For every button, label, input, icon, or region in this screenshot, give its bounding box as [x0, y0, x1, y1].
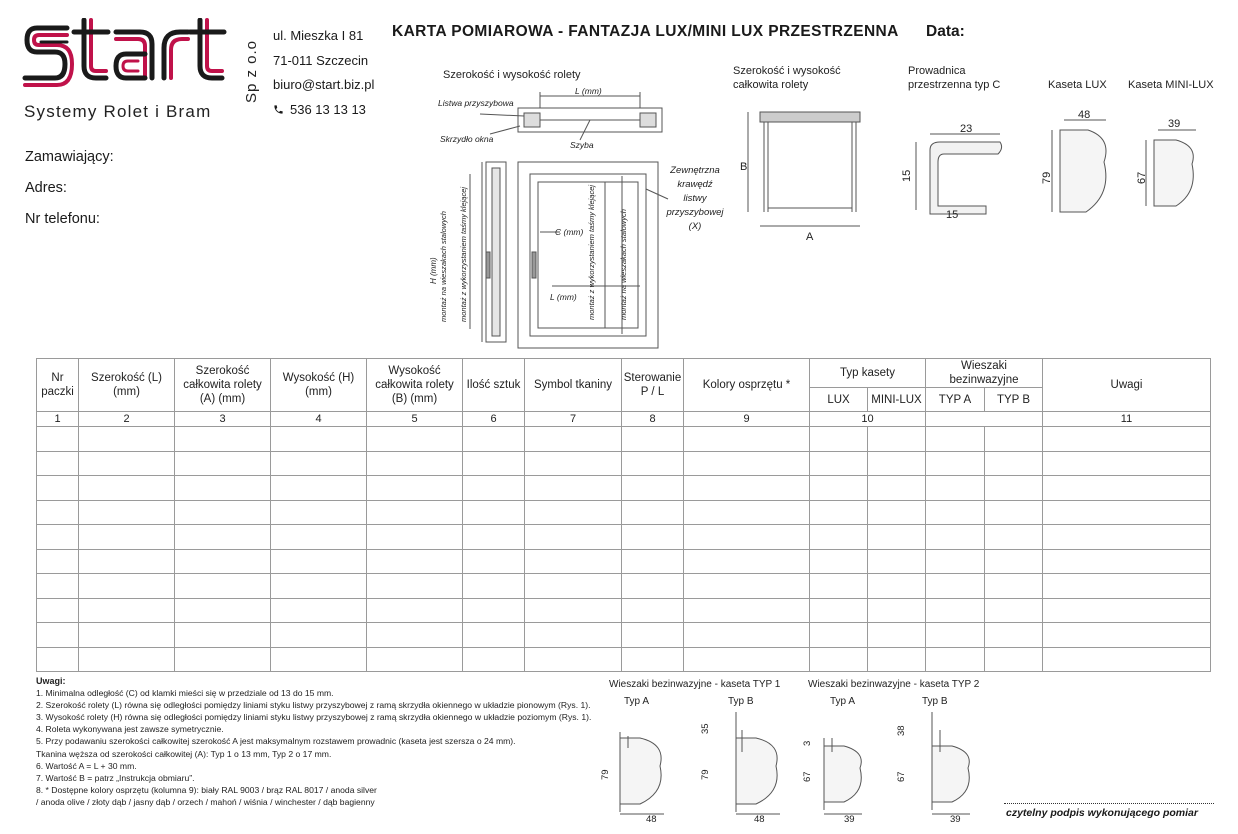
- table-cell[interactable]: [810, 451, 868, 476]
- table-cell[interactable]: [868, 623, 926, 648]
- table-cell[interactable]: [463, 451, 525, 476]
- guide-profile-diagram: [900, 120, 1010, 220]
- hanger-t1-typ-b: Typ B: [728, 696, 754, 707]
- col-header-control: Sterowanie P / L: [622, 359, 684, 412]
- table-cell[interactable]: [463, 476, 525, 501]
- notes-section: [36, 675, 591, 808]
- table-cell[interactable]: [985, 647, 1043, 672]
- table-cell[interactable]: [525, 476, 622, 501]
- table-cell[interactable]: [868, 549, 926, 574]
- table-cell[interactable]: [926, 427, 985, 452]
- t1a-width: 48: [646, 814, 657, 825]
- table-cell[interactable]: [271, 476, 367, 501]
- table-cell[interactable]: [1043, 500, 1211, 525]
- col-header-width: Szerokość (L) (mm): [79, 359, 175, 412]
- table-cell[interactable]: [926, 598, 985, 623]
- table-cell[interactable]: [985, 574, 1043, 599]
- table-row: [37, 647, 1211, 672]
- sub-header-typ-a: TYP A: [926, 388, 985, 412]
- diagram-total-caption: Szerokość i wysokość całkowita rolety: [733, 65, 841, 91]
- guide-dim-side: 15: [901, 169, 913, 182]
- table-cell[interactable]: [525, 427, 622, 452]
- table-cell[interactable]: [271, 598, 367, 623]
- table-cell[interactable]: [79, 476, 175, 501]
- table-row: [37, 451, 1211, 476]
- table-cell[interactable]: [37, 451, 79, 476]
- table-cell[interactable]: [37, 623, 79, 648]
- table-cell[interactable]: [37, 574, 79, 599]
- table-cell[interactable]: [1043, 647, 1211, 672]
- table-cell[interactable]: [367, 500, 463, 525]
- table-cell[interactable]: [79, 623, 175, 648]
- table-cell[interactable]: [622, 427, 684, 452]
- table-cell[interactable]: [926, 623, 985, 648]
- t1b-height: 79: [700, 769, 711, 780]
- col-number: 11: [1043, 412, 1211, 427]
- table-cell[interactable]: [367, 647, 463, 672]
- table-cell[interactable]: [463, 549, 525, 574]
- label-listwa: [438, 98, 514, 108]
- col-header-height: Wysokość (H) (mm): [271, 359, 367, 412]
- col-header-total-height: Wysokość całkowita rolety (B) (mm): [367, 359, 463, 412]
- table-cell[interactable]: [810, 476, 868, 501]
- table-cell[interactable]: [810, 598, 868, 623]
- table-cell[interactable]: [622, 525, 684, 550]
- minilux-width: 39: [1168, 118, 1181, 130]
- t1b-gap: 35: [700, 723, 711, 734]
- table-cell[interactable]: [79, 500, 175, 525]
- table-cell[interactable]: [868, 451, 926, 476]
- note-line: 3. Wysokość rolety (H) równa się odległości pomiędzy liniami styku listwy przyszybowej z ramą skrzydła okiennego w układzie poziomym (Rys. 1).: [36, 712, 592, 723]
- roller-total-diagram: [738, 108, 868, 243]
- table-cell[interactable]: [367, 549, 463, 574]
- col-header-hangers: Wieszaki bezinwazyjne: [926, 359, 1043, 388]
- window-section-diagram: [429, 84, 680, 354]
- table-cell[interactable]: [868, 500, 926, 525]
- table-cell[interactable]: [1043, 451, 1211, 476]
- table-cell[interactable]: [985, 500, 1043, 525]
- table-cell[interactable]: [810, 525, 868, 550]
- table-cell[interactable]: [79, 427, 175, 452]
- table-cell[interactable]: [79, 574, 175, 599]
- hanger-t2-typ-b: Typ B: [922, 696, 948, 707]
- t1b-width: 48: [754, 814, 765, 825]
- table-row: [37, 623, 1211, 648]
- table-cell[interactable]: [1043, 525, 1211, 550]
- document-title: KARTA POMIAROWA - FANTAZJA LUX/MINI LUX PRZESTRZENNA: [392, 23, 899, 40]
- col-header-cassette-type: Typ kasety: [810, 359, 926, 388]
- guide-dim-bottom: 15: [946, 209, 959, 221]
- table-cell[interactable]: [463, 427, 525, 452]
- table-cell[interactable]: [684, 623, 810, 648]
- lux-height: 79: [1041, 171, 1053, 184]
- col-number: 5: [367, 412, 463, 427]
- table-cell[interactable]: [684, 525, 810, 550]
- table-row: [37, 427, 1211, 452]
- minilux-height: 67: [1136, 171, 1148, 184]
- table-cell[interactable]: [1043, 549, 1211, 574]
- table-cell[interactable]: [926, 476, 985, 501]
- table-cell[interactable]: [175, 451, 271, 476]
- table-cell[interactable]: [985, 427, 1043, 452]
- hangers-type2-caption: Wieszaki bezinwazyjne - kaseta TYP 2: [808, 679, 980, 690]
- col-header-notes: Uwagi: [1043, 359, 1211, 412]
- table-cell[interactable]: [985, 451, 1043, 476]
- table-cell[interactable]: [367, 451, 463, 476]
- table-cell[interactable]: [684, 647, 810, 672]
- diagram-guide-caption: Prowadnica przestrzenna typ C: [908, 65, 1001, 91]
- col-header-quantity: Ilość sztuk: [463, 359, 525, 412]
- date-label: Data:: [926, 23, 965, 40]
- phone-icon: [273, 104, 284, 115]
- sub-header-lux: LUX: [810, 388, 868, 412]
- table-row: [37, 574, 1211, 599]
- table-cell[interactable]: [684, 451, 810, 476]
- table-cell[interactable]: [175, 598, 271, 623]
- sub-header-minilux: MINI-LUX: [868, 388, 926, 412]
- table-cell[interactable]: [985, 598, 1043, 623]
- minilux-cassette-diagram: [1136, 116, 1216, 216]
- col-header-nr: Nr paczki: [37, 359, 79, 412]
- col-number: 8: [622, 412, 684, 427]
- table-cell[interactable]: [868, 427, 926, 452]
- table-cell[interactable]: [810, 427, 868, 452]
- table-cell[interactable]: [79, 598, 175, 623]
- table-cell[interactable]: [525, 525, 622, 550]
- table-cell[interactable]: [367, 427, 463, 452]
- col-header-total-width: Szerokość całkowita rolety (A) (mm): [175, 359, 271, 412]
- table-cell[interactable]: [684, 500, 810, 525]
- table-cell[interactable]: [810, 623, 868, 648]
- t2a-height: 67: [802, 771, 813, 782]
- note-line: Tkanina węższa od szerokości całkowitej (A): Typ 1 o 13 mm, Typ 2 o 17 mm.: [36, 748, 332, 759]
- col-number: 3: [175, 412, 271, 427]
- table-cell[interactable]: [525, 647, 622, 672]
- table-cell[interactable]: [622, 647, 684, 672]
- t2b-height: 67: [896, 771, 907, 782]
- table-cell[interactable]: [1043, 427, 1211, 452]
- table-cell[interactable]: [175, 500, 271, 525]
- client-fields: [25, 142, 114, 235]
- hanger-t1-typ-a: Typ A: [624, 696, 650, 707]
- col-number: 7: [525, 412, 622, 427]
- phone-row: [273, 98, 374, 123]
- guide-dim-top: 23: [960, 123, 973, 135]
- table-cell[interactable]: [810, 549, 868, 574]
- col-number: 6: [463, 412, 525, 427]
- note-line: 4. Roleta wykonywana jest zawsze symetrycznie.: [36, 724, 224, 735]
- lux-width: 48: [1078, 109, 1091, 121]
- table-cell[interactable]: [271, 500, 367, 525]
- table-cell[interactable]: [868, 598, 926, 623]
- table-cell[interactable]: [926, 574, 985, 599]
- table-cell[interactable]: [37, 500, 79, 525]
- table-cell[interactable]: [271, 549, 367, 574]
- note-line: 6. Wartość A = L + 30 mm.: [36, 760, 137, 771]
- label-L-top: L (mm): [575, 86, 602, 96]
- col-number: 9: [684, 412, 810, 427]
- measurement-table: [36, 358, 1211, 672]
- signature-label: czytelny podpis wykonującego pomiar: [1006, 807, 1198, 819]
- note-line: 7. Wartość B = patrz „Instrukcja obmiaru”.: [36, 772, 195, 783]
- t2a-width: 39: [844, 814, 855, 825]
- table-cell[interactable]: [367, 525, 463, 550]
- note-line: 5. Przy podawaniu szerokości całkowitej szerokość A jest maksymalnym rozstawem prowadnic (kaseta jest szersza o 24 mm).: [36, 736, 516, 747]
- table-cell[interactable]: [175, 476, 271, 501]
- table-cell[interactable]: [175, 549, 271, 574]
- company-logo: [22, 18, 260, 128]
- table-cell[interactable]: [810, 574, 868, 599]
- logo-legal-form: Sp z o.o: [243, 40, 260, 104]
- label-szyba: Szyba: [570, 140, 594, 150]
- table-cell[interactable]: [926, 451, 985, 476]
- table-cell[interactable]: [1043, 476, 1211, 501]
- lux-caption: Kaseta LUX: [1048, 79, 1107, 91]
- note-line: / anoda olive / złoty dąb / jasny dąb / orzech / mahoń / wiśnia / winchester / dąb bagienny: [36, 796, 375, 807]
- table-cell[interactable]: [868, 525, 926, 550]
- table-cell[interactable]: [622, 451, 684, 476]
- t1a-height: 79: [600, 769, 611, 780]
- table-cell[interactable]: [175, 623, 271, 648]
- table-cell[interactable]: [684, 476, 810, 501]
- phone-number: 536 13 13 13: [290, 101, 366, 117]
- label-skrzydlo: Skrzydło okna: [440, 134, 494, 144]
- company-contact: [273, 24, 374, 122]
- hangers-diagram: [596, 712, 1006, 828]
- table-cell[interactable]: [985, 549, 1043, 574]
- hanger-t2-typ-a: Typ A: [830, 696, 856, 707]
- lux-cassette-diagram: [1040, 109, 1120, 216]
- table-cell[interactable]: [525, 549, 622, 574]
- table-cell[interactable]: [810, 500, 868, 525]
- table-cell[interactable]: [37, 427, 79, 452]
- table-cell[interactable]: [868, 647, 926, 672]
- table-cell[interactable]: [37, 549, 79, 574]
- table-cell[interactable]: [926, 647, 985, 672]
- note-line: 1. Minimalna odległość (C) od klamki mieści się w przedziale od 13 do 15 mm.: [36, 688, 334, 699]
- label-h-tape-right: montaż z wykorzystaniem taśmy klejącej: [587, 184, 596, 320]
- table-cell[interactable]: [175, 647, 271, 672]
- table-cell[interactable]: [622, 598, 684, 623]
- table-cell[interactable]: [463, 598, 525, 623]
- notes-title: Uwagi:: [36, 676, 66, 686]
- col-number: [926, 412, 1043, 427]
- table-cell[interactable]: [367, 574, 463, 599]
- table-cell[interactable]: [463, 623, 525, 648]
- label-B: B: [740, 161, 748, 173]
- table-cell[interactable]: [868, 574, 926, 599]
- table-cell[interactable]: [271, 525, 367, 550]
- table-cell[interactable]: [367, 476, 463, 501]
- label-A: A: [806, 231, 814, 243]
- table-cell[interactable]: [37, 476, 79, 501]
- email: biuro@start.biz.pl: [273, 77, 375, 92]
- table-cell[interactable]: [367, 623, 463, 648]
- table-cell[interactable]: [525, 574, 622, 599]
- table-cell[interactable]: [622, 500, 684, 525]
- table-cell[interactable]: [463, 647, 525, 672]
- client-phone-label: Nr telefonu:: [25, 211, 100, 227]
- table-cell[interactable]: [79, 525, 175, 550]
- table-cell[interactable]: [367, 598, 463, 623]
- table-row: [37, 549, 1211, 574]
- table-cell[interactable]: [271, 623, 367, 648]
- label-h-steel-left: montaż na wieszakach stalowych: [439, 211, 448, 322]
- table-cell[interactable]: [525, 623, 622, 648]
- label-H-left: H (mm): [429, 257, 438, 284]
- col-number: 1: [37, 412, 79, 427]
- table-cell[interactable]: [684, 574, 810, 599]
- table-cell[interactable]: [79, 451, 175, 476]
- note-line: 8. * Dostępne kolory osprzętu (kolumna 9): biały RAL 9003 / brąz RAL 8017 / anoda silver: [36, 784, 377, 795]
- note-line: 2. Szerokość rolety (L) równa się odległości pomiędzy liniami styku listwy przyszybowej z ramą skrzydła okiennego w układzie pionowym (Rys. 1).: [36, 700, 591, 711]
- table-cell[interactable]: [271, 427, 367, 452]
- col-number: 2: [79, 412, 175, 427]
- table-row: [37, 500, 1211, 525]
- address-line2: 71-011 Szczecin: [273, 52, 369, 68]
- col-number: 4: [271, 412, 367, 427]
- table-cell[interactable]: [37, 647, 79, 672]
- column-number-row: [37, 412, 1211, 427]
- table-cell[interactable]: [810, 647, 868, 672]
- table-cell[interactable]: [37, 525, 79, 550]
- table-cell[interactable]: [271, 574, 367, 599]
- sub-header-typ-b: TYP B: [985, 388, 1043, 412]
- table-cell[interactable]: [1043, 574, 1211, 599]
- table-row: [37, 525, 1211, 550]
- t2b-width: 39: [950, 814, 961, 825]
- address-line1: ul. Mieszka I 81: [273, 28, 364, 43]
- table-cell[interactable]: [175, 427, 271, 452]
- table-cell[interactable]: [985, 623, 1043, 648]
- table-cell[interactable]: [37, 598, 79, 623]
- data-rows: [37, 427, 1211, 672]
- diagram-width-height-caption: Szerokość i wysokość rolety: [443, 69, 581, 81]
- table-cell[interactable]: [985, 525, 1043, 550]
- table-cell[interactable]: [525, 598, 622, 623]
- label-C: C (mm): [555, 227, 584, 237]
- table-cell[interactable]: [622, 623, 684, 648]
- table-cell[interactable]: [1043, 623, 1211, 648]
- table-cell[interactable]: [79, 549, 175, 574]
- logo-tagline: Systemy Rolet i Bram: [24, 102, 212, 121]
- table-cell[interactable]: [985, 476, 1043, 501]
- table-cell[interactable]: [622, 574, 684, 599]
- table-cell[interactable]: [463, 500, 525, 525]
- table-cell[interactable]: [271, 647, 367, 672]
- orderer-label: Zamawiający:: [25, 149, 114, 165]
- table-cell[interactable]: [622, 549, 684, 574]
- table-cell[interactable]: [525, 500, 622, 525]
- client-address-label: Adres:: [25, 180, 67, 196]
- table-cell[interactable]: [622, 476, 684, 501]
- label-h-tape-left: montaż z wykorzystaniem taśmy klejącej: [459, 186, 468, 322]
- table-cell[interactable]: [684, 598, 810, 623]
- table-row: [37, 476, 1211, 501]
- table-cell[interactable]: [926, 549, 985, 574]
- signature-line: [1004, 803, 1214, 804]
- table-cell[interactable]: [684, 549, 810, 574]
- table-cell[interactable]: [525, 451, 622, 476]
- listwa-text: Listwa przyszybowa: [438, 98, 514, 108]
- col-number: 10: [810, 412, 926, 427]
- table-row: [37, 598, 1211, 623]
- table-cell[interactable]: [1043, 598, 1211, 623]
- table-cell[interactable]: [271, 451, 367, 476]
- col-header-colors: Kolory osprzętu *: [684, 359, 810, 412]
- table-cell[interactable]: [684, 427, 810, 452]
- start-logo-mark: [22, 18, 237, 98]
- t2a-gap: 3: [802, 740, 813, 746]
- hangers-type1-caption: Wieszaki bezinwazyjne - kaseta TYP 1: [609, 679, 781, 690]
- col-header-fabric: Symbol tkaniny: [525, 359, 622, 412]
- label-outer-edge: Zewnętrzna krawędź listwy przyszybowej (X): [666, 165, 724, 232]
- table-cell[interactable]: [175, 574, 271, 599]
- minilux-caption: Kaseta MINI-LUX: [1128, 79, 1214, 91]
- label-L-bottom: L (mm): [550, 292, 577, 302]
- table-cell[interactable]: [868, 476, 926, 501]
- table-cell[interactable]: [926, 525, 985, 550]
- table-cell[interactable]: [463, 525, 525, 550]
- table-cell[interactable]: [926, 500, 985, 525]
- table-cell[interactable]: [79, 647, 175, 672]
- table-cell[interactable]: [175, 525, 271, 550]
- label-h-steel-right: montaż na wieszakach stalowych: [619, 209, 628, 320]
- t2b-gap: 38: [896, 725, 907, 736]
- table-cell[interactable]: [463, 574, 525, 599]
